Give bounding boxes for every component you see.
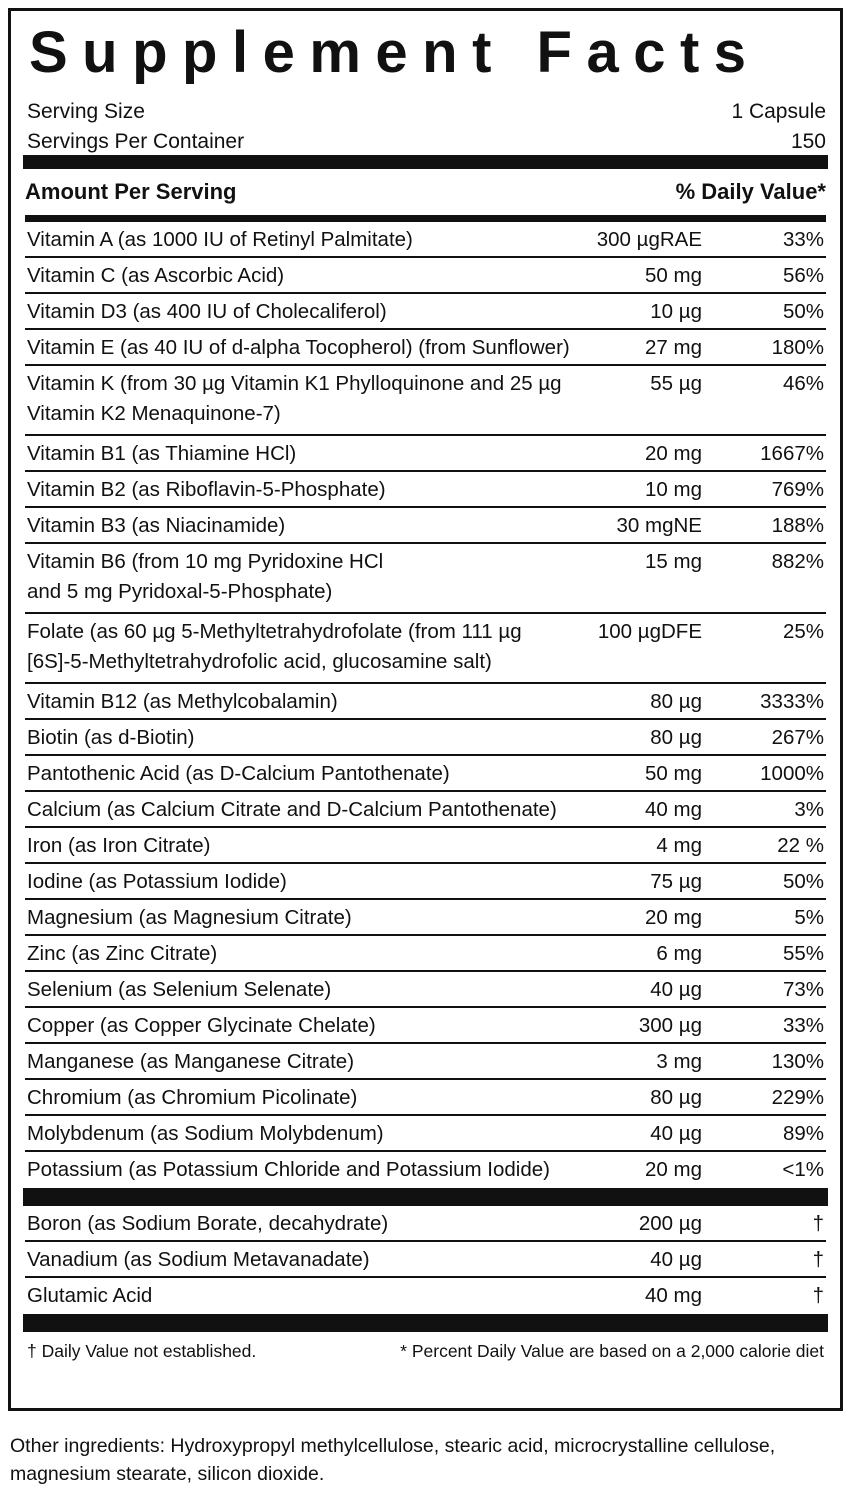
- nutrient-row: [25, 544, 826, 614]
- nutrient-daily-value: 769%: [771, 478, 824, 501]
- nutrient-amount: 80 µg: [650, 726, 702, 749]
- nutrient-daily-value: 22 %: [777, 834, 824, 857]
- nutrient-row: [25, 1008, 826, 1044]
- nutrient-amount: 40 µg: [650, 978, 702, 1001]
- nutrient-daily-value: 33%: [782, 1014, 824, 1037]
- nutrient-amount: 20 mg: [645, 1158, 702, 1181]
- nutrient-daily-value: 50%: [782, 870, 824, 893]
- nutrient-name: Vitamin C (as Ascorbic Acid): [27, 264, 285, 287]
- nutrient-daily-value: †: [812, 1284, 824, 1307]
- nutrient-name: Vanadium (as Sodium Metavanadate): [27, 1248, 370, 1271]
- nutrient-name: Zinc (as Zinc Citrate): [27, 942, 218, 965]
- nutrient-row: [25, 1206, 826, 1242]
- nutrient-daily-value: <1%: [782, 1158, 824, 1181]
- footnote-dagger: † Daily Value not established.: [27, 1341, 257, 1361]
- nutrient-row: [25, 684, 826, 720]
- nutrient-row: [25, 720, 826, 756]
- nutrient-row: [25, 436, 826, 472]
- nutrient-row: [25, 900, 826, 936]
- nutrient-row: [25, 792, 826, 828]
- nutrient-amount: 50 mg: [645, 264, 702, 287]
- nutrient-amount: 40 mg: [645, 798, 702, 821]
- nutrient-name: Manganese (as Manganese Citrate): [27, 1050, 355, 1073]
- nutrient-amount: 300 µgRAE: [596, 228, 702, 251]
- nutrient-daily-value: 180%: [771, 336, 824, 359]
- nutrient-daily-value: †: [812, 1212, 824, 1235]
- nutrient-row: [25, 1116, 826, 1152]
- nutrient-row: [25, 756, 826, 792]
- nutrient-row: [25, 1242, 826, 1278]
- nutrient-name: Selenium (as Selenium Selenate): [27, 978, 332, 1001]
- nutrient-name: Vitamin B2 (as Riboflavin-5-Phosphate): [27, 478, 386, 501]
- servings-per-container-label: Servings Per Container: [27, 130, 245, 153]
- nutrient-row: [25, 828, 826, 864]
- nutrient-amount: 55 µg: [650, 372, 702, 395]
- nutrient-daily-value: 130%: [771, 1050, 824, 1073]
- nutrient-row: [25, 972, 826, 1008]
- nutrient-row: [25, 472, 826, 508]
- nutrient-daily-value: 25%: [782, 620, 824, 643]
- nutrient-daily-value: †: [812, 1248, 824, 1271]
- table-header: [25, 169, 826, 215]
- nutrient-row: [25, 614, 826, 684]
- divider-thick: [23, 155, 828, 169]
- nutrient-amount: 80 µg: [650, 690, 702, 713]
- nutrient-name: Molybdenum (as Sodium Molybdenum): [27, 1122, 384, 1145]
- nutrient-amount: 6 mg: [656, 942, 702, 965]
- nutrient-name: Vitamin B6 (from 10 mg Pyridoxine HCl and 5 mg Pyridoxal-5-Phosphate): [27, 550, 384, 603]
- nutrient-name: Vitamin K (from 30 µg Vitamin K1 Phylloquinone and 25 µg Vitamin K2 Menaquinone-7): [27, 372, 562, 425]
- nutrient-name: Vitamin B3 (as Niacinamide): [27, 514, 286, 537]
- nutrient-amount: 50 mg: [645, 762, 702, 785]
- divider-medium: [25, 215, 826, 222]
- nutrient-name: Magnesium (as Magnesium Citrate): [27, 906, 352, 929]
- nutrient-name: Vitamin B12 (as Methylcobalamin): [27, 690, 338, 713]
- nutrient-name: Pantothenic Acid (as D-Calcium Pantothenate): [27, 762, 450, 785]
- amount-per-serving-label: Amount Per Serving: [25, 179, 237, 204]
- nutrient-name: Glutamic Acid: [27, 1284, 153, 1307]
- nutrient-amount: 300 µg: [638, 1014, 702, 1037]
- nutrient-amount: 80 µg: [650, 1086, 702, 1109]
- nutrient-amount: 10 mg: [645, 478, 702, 501]
- nutrient-daily-value: 188%: [771, 514, 824, 537]
- nutrient-daily-value: 882%: [771, 550, 824, 573]
- nutrient-amount: 40 mg: [645, 1284, 702, 1307]
- nutrient-name: Vitamin B1 (as Thiamine HCl): [27, 442, 297, 465]
- nutrient-name: Biotin (as d-Biotin): [27, 726, 195, 749]
- nutrient-amount: 15 mg: [645, 550, 702, 573]
- nutrient-amount: 10 µg: [650, 300, 702, 323]
- supplement-facts-panel: [8, 8, 843, 1411]
- nutrient-daily-value: 56%: [782, 264, 824, 287]
- nutrient-row: [25, 1044, 826, 1080]
- nutrient-name: Chromium (as Chromium Picolinate): [27, 1086, 358, 1109]
- other-ingredients: Other ingredients: Hydroxypropyl methylcellulose, stearic acid, microcrystalline cellulose, magnesium stearate, silicon dioxide.: [10, 1435, 776, 1485]
- nutrient-daily-value: 33%: [782, 228, 824, 251]
- servings-per-container-value: 150: [790, 130, 826, 153]
- nutrient-name: Iodine (as Potassium Iodide): [27, 870, 287, 893]
- nutrient-name: Potassium (as Potassium Chloride and Potassium Iodide): [27, 1158, 550, 1181]
- other-nutrient-list: [25, 1206, 826, 1314]
- serving-info: [25, 95, 826, 155]
- nutrient-name: Iron (as Iron Citrate): [27, 834, 211, 857]
- nutrient-amount: 40 µg: [650, 1248, 702, 1271]
- nutrient-row: [25, 330, 826, 366]
- nutrient-name: Vitamin E (as 40 IU of d-alpha Tocopherol) (from Sunflower): [27, 336, 570, 359]
- nutrient-amount: 40 µg: [650, 1122, 702, 1145]
- nutrient-row: [25, 936, 826, 972]
- nutrient-daily-value: 50%: [782, 300, 824, 323]
- nutrient-daily-value: 3333%: [760, 690, 824, 713]
- footnotes: [25, 1332, 826, 1370]
- nutrient-row: [25, 294, 826, 330]
- nutrient-name: Copper (as Copper Glycinate Chelate): [27, 1014, 376, 1037]
- daily-value-label: % Daily Value*: [675, 179, 826, 204]
- divider-heavy-bottom: [23, 1314, 828, 1332]
- nutrient-daily-value: 267%: [771, 726, 824, 749]
- nutrient-daily-value: 89%: [782, 1122, 824, 1145]
- nutrient-row: [25, 864, 826, 900]
- nutrient-name: Vitamin A (as 1000 IU of Retinyl Palmitate): [27, 228, 413, 251]
- nutrient-row: [25, 222, 826, 258]
- serving-size-value: 1 Capsule: [731, 100, 826, 123]
- nutrient-amount: 3 mg: [656, 1050, 702, 1073]
- nutrient-amount: 30 mgNE: [616, 514, 702, 537]
- nutrient-amount: 75 µg: [650, 870, 702, 893]
- nutrient-amount: 100 µgDFE: [597, 620, 702, 643]
- nutrient-amount: 27 mg: [645, 336, 702, 359]
- nutrient-daily-value: 5%: [794, 906, 824, 929]
- nutrient-amount: 4 mg: [656, 834, 702, 857]
- nutrient-daily-value: 1667%: [760, 442, 824, 465]
- nutrient-amount: 200 µg: [638, 1212, 702, 1235]
- nutrient-row: [25, 1152, 826, 1188]
- nutrient-daily-value: 1000%: [760, 762, 824, 785]
- nutrient-row: [25, 1278, 826, 1314]
- nutrient-name: Vitamin D3 (as 400 IU of Cholecaliferol): [27, 300, 387, 323]
- nutrient-row: [25, 508, 826, 544]
- divider-heavy: [23, 1188, 828, 1206]
- panel-title: Supplement Facts: [29, 20, 761, 85]
- nutrient-name: Calcium (as Calcium Citrate and D-Calcium Pantothenate): [27, 798, 557, 821]
- nutrient-row: [25, 258, 826, 294]
- nutrient-daily-value: 46%: [782, 372, 824, 395]
- nutrient-daily-value: 73%: [782, 978, 824, 1001]
- nutrient-daily-value: 229%: [771, 1086, 824, 1109]
- nutrient-amount: 20 mg: [645, 442, 702, 465]
- nutrient-daily-value: 55%: [782, 942, 824, 965]
- serving-size-label: Serving Size: [27, 100, 145, 123]
- nutrient-name: Folate (as 60 µg 5-Methyltetrahydrofolate (from 111 µg [6S]-5-Methyltetrahydrofolic acid, glucosamine salt): [27, 620, 522, 673]
- footnote-percent: * Percent Daily Value are based on a 2,000 calorie diet: [400, 1341, 824, 1361]
- nutrient-name: Boron (as Sodium Borate, decahydrate): [27, 1212, 389, 1235]
- nutrient-amount: 20 mg: [645, 906, 702, 929]
- nutrient-row: [25, 1080, 826, 1116]
- nutrient-list: [25, 222, 826, 1188]
- nutrient-daily-value: 3%: [794, 798, 824, 821]
- nutrient-row: [25, 366, 826, 436]
